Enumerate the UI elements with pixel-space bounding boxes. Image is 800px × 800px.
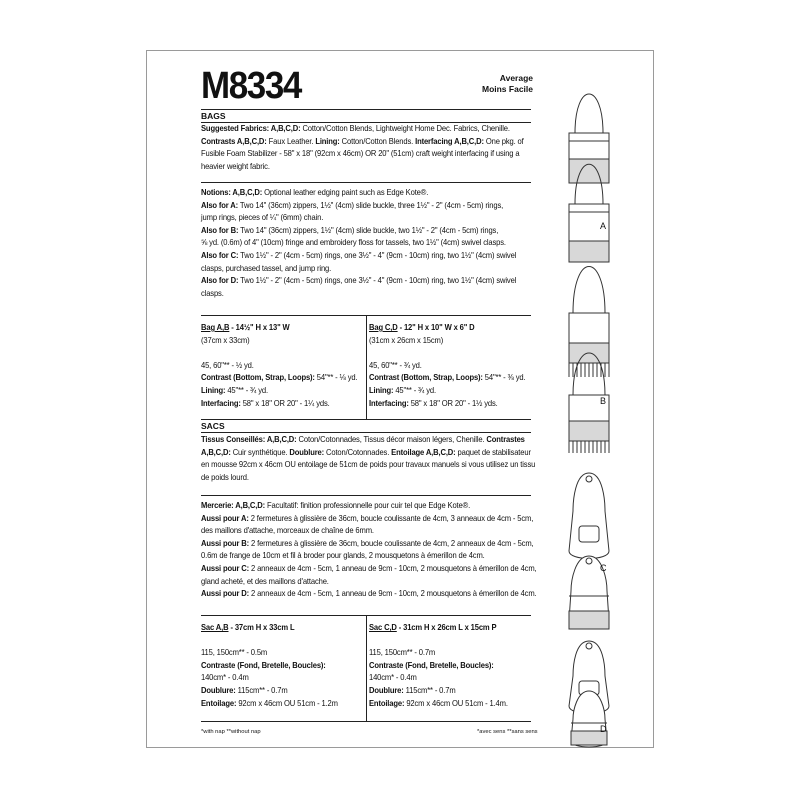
bag-illustration-a-back xyxy=(569,94,609,183)
difficulty-level xyxy=(482,73,533,95)
yardage-bag-cd: Bag C,D - 12" H x 10" W x 6" D (31cm x 26cm x 15cm) 45, 60"** - ¾ yd. Contrast (Bottom, Strap, Loops): 54"** - ⅜ yd. Lining: 45"** - ¾ yd. Interfacing: 58" x 18" OR 20" - 1½ yds. xyxy=(369,323,526,408)
divider xyxy=(201,495,531,496)
section-title-bags: BAGS xyxy=(201,111,226,121)
suggested-fabrics-en: Suggested Fabrics: A,B,C,D: Cotton/Cotton Blends, Lightweight Home Dec. Fabrics, Chenille. Contrasts A,B,C,D: Faux Leather. Lining: Cotton/Cotton Blends. Interfacing A,B,C,D: One pkg. of Fusible Foam Stabilizer - 58" x 18" (92cm x 46cm) OR 20" (51cm) craft weight interfacing if using a heavier weight fabric. xyxy=(201,124,524,171)
difficulty-en: Average xyxy=(499,73,533,83)
notions-en: Notions: A,B,C,D: Optional leather edging paint such as Edge Kote®. Also for A: Two 14" (36cm) zippers, 1½" (4cm) slide buckle, three 1½" - 2" (4cm - 5cm) rings, jump rings, pieces of ¼" (6mm) chain. Also for B: Two 14" (36cm) zippers, 1½" (4cm) slide buckle, two 1½" - 2" (4cm - 5cm) rings, ⅝ yd. (0.6m) of 4" (10cm) fringe and embroidery floss for tassels, two 1½" (4cm) swivel clasps. Also for C: Two 1½" - 2" (4cm - 5cm) rings, one 3½" - 4" (9cm - 10cm) ring, two 1½" (4cm) swivel clasps, purchased tassel, and jump ring. Also for D: Two 1½" - 2" (4cm - 5cm) rings, one 3½" - 4" (9cm - 10cm) ring, two 1½" (4cm) swivel clasps. xyxy=(201,188,517,298)
footnote-en: *with nap **without nap xyxy=(201,729,261,735)
column-divider xyxy=(366,615,367,721)
view-illustrations xyxy=(539,81,639,751)
view-label-c: C xyxy=(600,563,607,573)
bag-illustration-b-back xyxy=(569,267,609,378)
view-label-d: D xyxy=(600,724,607,734)
divider xyxy=(201,182,531,183)
divider xyxy=(201,419,531,420)
notions-fr: Mercerie: A,B,C,D: Facultatif: finition professionnelle pour cuir tel que Edge Kote®. Aussi pour A: 2 fermetures à glissière de 36cm, boucle coulissante de 4cm, 3 anneaux de 4cm - 5cm, des maillons d'attache, morceaux de chaîne de 6mm. Aussi pour B: 2 fermetures à glissière de 36cm, boucle coulissante de 4cm, 2 anneaux de 4cm - 5cm, 0.6m de frange de 10cm et fil à broder pour glands, 2 mousquetons à émerillon de 4cm. Aussi pour C: 2 anneaux de 4cm - 5cm, 1 anneau de 9cm - 10cm, 2 mousquetons à émerillon de 4cm, gland acheté, et des maillons d'attache. Aussi pour D: 2 anneaux de 4cm - 5cm, 1 anneau de 9cm - 10cm, 2 mousquetons à émerillon de 4cm. xyxy=(201,501,537,599)
section-title-sacs: SACS xyxy=(201,421,225,431)
pattern-number: M8334 xyxy=(201,65,302,107)
difficulty-fr: Moins Facile xyxy=(481,84,533,94)
pattern-back-sheet xyxy=(146,50,654,748)
view-label-b: B xyxy=(600,396,607,406)
yardage-bag-ab: Bag A,B - 14½" H x 13" W (37cm x 33cm) 45, 60"** - ½ yd. Contrast (Bottom, Strap, Loops): 54"** - ⅛ yd. Lining: 45"** - ¾ yd. Interfacing: 58" x 18" OR 20" - 1¼ yds. xyxy=(201,323,358,408)
footnote-fr: *avec sens **sans sens xyxy=(477,729,538,735)
divider xyxy=(201,432,531,433)
divider xyxy=(201,721,531,722)
yardage-sac-cd: Sac C,D - 31cm H x 26cm L x 15cm P 115, 150cm** - 0.7m Contraste (Fond, Bretelle, Boucles): 140cm* - 0.4m Doublure: 115cm** - 0.7m Entoilage: 92cm x 46cm OU 51cm - 1.4m. xyxy=(369,623,508,708)
view-label-a: A xyxy=(600,221,607,231)
yardage-sac-ab: Sac A,B - 37cm H x 33cm L 115, 150cm** - 0.5m Contraste (Fond, Bretelle, Boucles): 140cm* - 0.4m Doublure: 115cm** - 0.7m Entoilage: 92cm x 46cm OU 51cm - 1.2m xyxy=(201,623,338,708)
suggested-fabrics-fr: Tissus Conseillés: A,B,C,D: Coton/Cotonnades, Tissus décor maison légers, Chenille. Contrastes A,B,C,D: Cuir synthétique. Doublure: Coton/Cotonnades. Entoilage A,B,C,D: paquet de stabilisateur en mousse 92cm x 46cm OU entoilage de 51cm de poids pour travaux manuels si vous utilisez un tissu de poids lourd. xyxy=(201,435,536,482)
divider xyxy=(201,109,531,110)
